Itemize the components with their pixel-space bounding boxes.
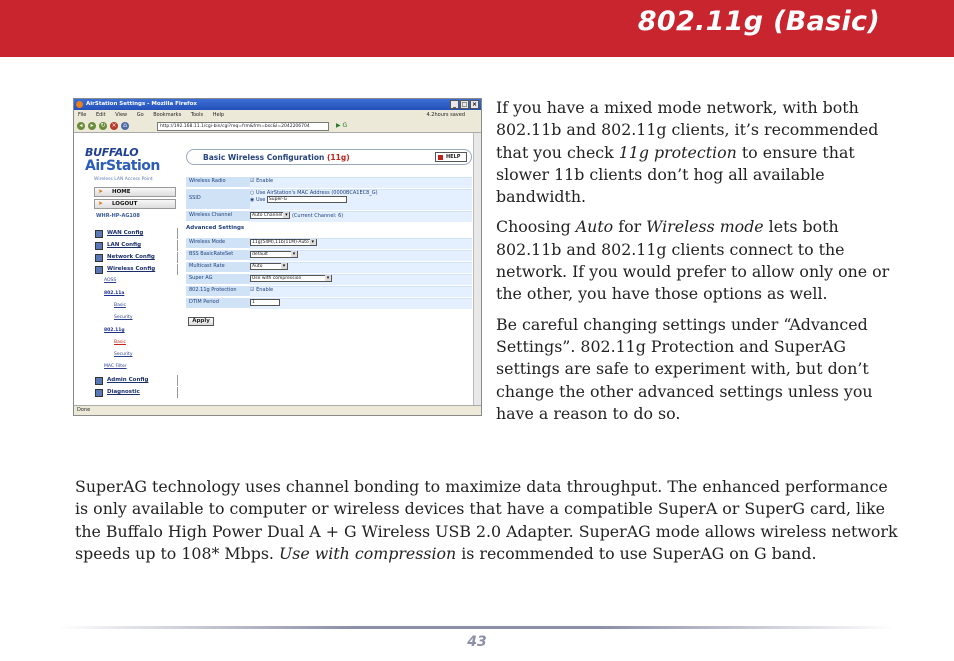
menu-icon	[95, 266, 103, 274]
row-basic-rate	[186, 250, 472, 260]
sidebar-item-label: Wireless Config	[107, 266, 156, 272]
maximize-icon[interactable]: □	[461, 101, 468, 108]
current-channel: (Current Channel: 6)	[291, 213, 344, 219]
menu-tools[interactable]: Tools	[190, 112, 204, 118]
ssid-input[interactable]: Super-G	[267, 196, 347, 203]
browser-navbar	[74, 120, 481, 133]
paragraph-protection: If you have a mixed mode network, with both 802.11b and 802.11g clients, it’s recommended that you check 11g protection to ensure that slower 11b clients don’t hog all available bandwidth.	[496, 98, 879, 207]
right-column-text	[496, 97, 896, 433]
protection-value: ☑ Enable	[250, 287, 472, 297]
sidebar-item-basic-g[interactable]: Basic	[114, 340, 126, 345]
basic-rate-value	[250, 251, 472, 261]
sidebar-item-label: Network Config	[107, 254, 155, 260]
browser-content	[74, 133, 481, 405]
browser-statusbar: Done	[74, 405, 481, 415]
sidebar-item-network-config[interactable]	[94, 252, 178, 263]
sidebar-item-aoss[interactable]: AOSS	[104, 278, 117, 283]
sidebar-item-mac-filter[interactable]: MAC Filter	[104, 364, 127, 369]
multicast-select[interactable]: Auto ▾	[250, 263, 288, 270]
sidebar-item-lan-config[interactable]	[94, 240, 178, 251]
checkbox-icon[interactable]: ☑	[250, 287, 255, 293]
row-super-ag	[186, 274, 472, 284]
menu-icon	[95, 254, 103, 262]
basic-rate-select[interactable]: default ▾	[250, 251, 298, 258]
saved-indicator: 4.2hours saved	[426, 112, 465, 118]
wireless-mode-select[interactable]: 11g(54M),11b(11M)-Auto ▾	[250, 239, 317, 246]
sidebar-item-security-a[interactable]: Security	[114, 315, 133, 320]
menu-file[interactable]: File	[78, 112, 87, 118]
row-dtim	[186, 298, 472, 308]
browser-menubar	[74, 110, 481, 120]
menu-icon	[95, 230, 103, 238]
forward-icon[interactable]: ▸	[88, 122, 96, 130]
radio-icon[interactable]: ○	[250, 190, 255, 196]
paragraph-superag: SuperAG technology uses channel bonding to maximize data throughput. The enhanced performance is only available to computer or wireless devices that have a compatible SuperA or SuperG card, like the Buffalo High Power Dual A + G Wireless USB 2.0 Adapter. SuperAG mode allows wireless network speeds up to 108* Mbps. Use with compression is recommended to use SuperAG on G band.	[75, 477, 898, 563]
window-controls	[450, 100, 479, 109]
home-icon[interactable]: ⌂	[121, 122, 129, 130]
menu-icon	[95, 377, 103, 385]
channel-label: Wireless Channel	[189, 212, 233, 218]
wireless-mode-label: Wireless Mode	[189, 239, 226, 245]
stop-icon[interactable]: ×	[111, 122, 117, 129]
footer-rule	[58, 626, 894, 629]
row-ssid	[186, 189, 472, 209]
multicast-label: Multicast Rate	[189, 263, 225, 269]
buffalo-logo: BUFFALO	[85, 146, 139, 159]
dtim-input[interactable]: 1	[250, 299, 280, 306]
menu-go[interactable]: Go	[136, 112, 144, 118]
sidebar-item-label: LAN Config	[107, 242, 142, 248]
arrow-icon: ➤	[98, 188, 104, 195]
apply-button[interactable]: Apply	[188, 317, 214, 326]
logout-label: LOGOUT	[112, 201, 138, 207]
dtim-value	[250, 299, 472, 309]
paragraph-advanced: Be careful changing settings under “Advanced Settings”. 802.11g Protection and SuperAG settings are safe to experiment with, but don’t change the other advanced settings unless you have a reason to do so.	[496, 314, 873, 423]
browser-window-title: AirStation Settings - Mozilla Firefox	[86, 101, 197, 107]
sidebar-item-wan-config[interactable]	[94, 228, 178, 239]
row-protection	[186, 286, 472, 296]
minimize-icon[interactable]: _	[450, 100, 459, 109]
browser-titlebar	[74, 99, 481, 110]
scrollbar[interactable]	[473, 133, 481, 405]
sidebar-item-basic-a[interactable]: Basic	[114, 303, 126, 308]
logout-button[interactable]	[94, 199, 176, 209]
protection-label: 802.11g Protection	[189, 287, 237, 293]
channel-value	[250, 212, 472, 222]
model-name: WHR-HP-AG108	[96, 213, 140, 219]
airstation-sidebar	[74, 133, 178, 405]
basic-rate-label: BSS BasicRateSet	[189, 251, 234, 257]
help-button[interactable]: HELP	[435, 152, 467, 162]
paragraph-wireless-mode: Choosing Auto for Wireless mode lets both 802.11b and 802.11g clients connect to the network. If you would prefer to allow only one or the other, you have those options as well.	[496, 217, 890, 304]
row-channel	[186, 211, 472, 221]
close-icon[interactable]: ×	[471, 101, 478, 108]
panel-header	[186, 149, 472, 165]
ssid-value: ○ Use AirStation's MAC Address (0000BCA1EC8_G) ◉ Use Super-G	[250, 190, 472, 210]
super-ag-value	[250, 275, 472, 285]
page-number: 43	[467, 634, 487, 650]
menu-icon	[95, 242, 103, 250]
sidebar-item-label: WAN Config	[107, 230, 144, 236]
sidebar-item-diagnostic[interactable]	[94, 387, 178, 398]
row-wireless-radio	[186, 177, 472, 187]
row-wireless-mode	[186, 238, 472, 248]
multicast-value	[250, 263, 472, 273]
channel-select[interactable]: Auto Channel ▾	[250, 212, 290, 219]
super-ag-select[interactable]: Use with compression ▾	[250, 275, 332, 282]
back-icon[interactable]: ◂	[77, 122, 85, 130]
url-bar[interactable]: http://192.168.11.1/cgi-bin/cgi?req=frm&frm=bsc&l=2042206704	[157, 122, 329, 131]
arrow-icon: ➤	[98, 200, 104, 207]
row-multicast	[186, 262, 472, 272]
menu-edit[interactable]: Edit	[95, 112, 106, 118]
panel-title: Basic Wireless Configuration (11g)	[203, 153, 350, 162]
sidebar-item-wireless-config[interactable]	[94, 264, 178, 275]
menu-help[interactable]: Help	[212, 112, 225, 118]
advanced-settings-heading: Advanced Settings	[186, 225, 245, 231]
sidebar-item-802-11a[interactable]: 802.11a	[104, 291, 125, 296]
wireless-radio-label: Wireless Radio	[189, 178, 226, 184]
menu-icon	[95, 389, 103, 397]
sidebar-item-label: Diagnostic	[107, 389, 140, 395]
sidebar-item-802-11g[interactable]: 802.11g	[104, 328, 125, 333]
go-icon[interactable]: ▶ G	[336, 122, 348, 129]
sidebar-item-label: Admin Config	[107, 377, 149, 383]
dtim-label: DTIM Period	[189, 299, 219, 305]
nav-buttons	[77, 122, 129, 130]
wireless-mode-value	[250, 239, 472, 249]
airstation-logo: AirStation	[85, 158, 160, 174]
checkbox-icon[interactable]: ☑	[250, 178, 255, 184]
ssid-label: SSID	[189, 195, 201, 201]
radio-icon[interactable]: ◉	[250, 197, 255, 203]
sidebar-item-security-g[interactable]: Security	[114, 352, 133, 357]
browser-screenshot	[73, 98, 482, 416]
sidebar-item-admin-config[interactable]	[94, 375, 178, 386]
header-banner	[0, 0, 954, 57]
menu-bookmarks[interactable]: Bookmarks	[153, 112, 182, 118]
logo-subtitle: Wireless LAN Access Point	[94, 177, 153, 182]
menu-view[interactable]: View	[115, 112, 128, 118]
reload-icon[interactable]: ↻	[100, 122, 106, 129]
firefox-icon	[76, 101, 83, 108]
home-label: HOME	[112, 189, 131, 195]
home-button[interactable]	[94, 187, 176, 197]
super-ag-label: Super AG	[189, 275, 213, 281]
page-title: 802.11g (Basic)	[637, 6, 880, 37]
wireless-radio-value: ☑ Enable	[250, 178, 472, 188]
